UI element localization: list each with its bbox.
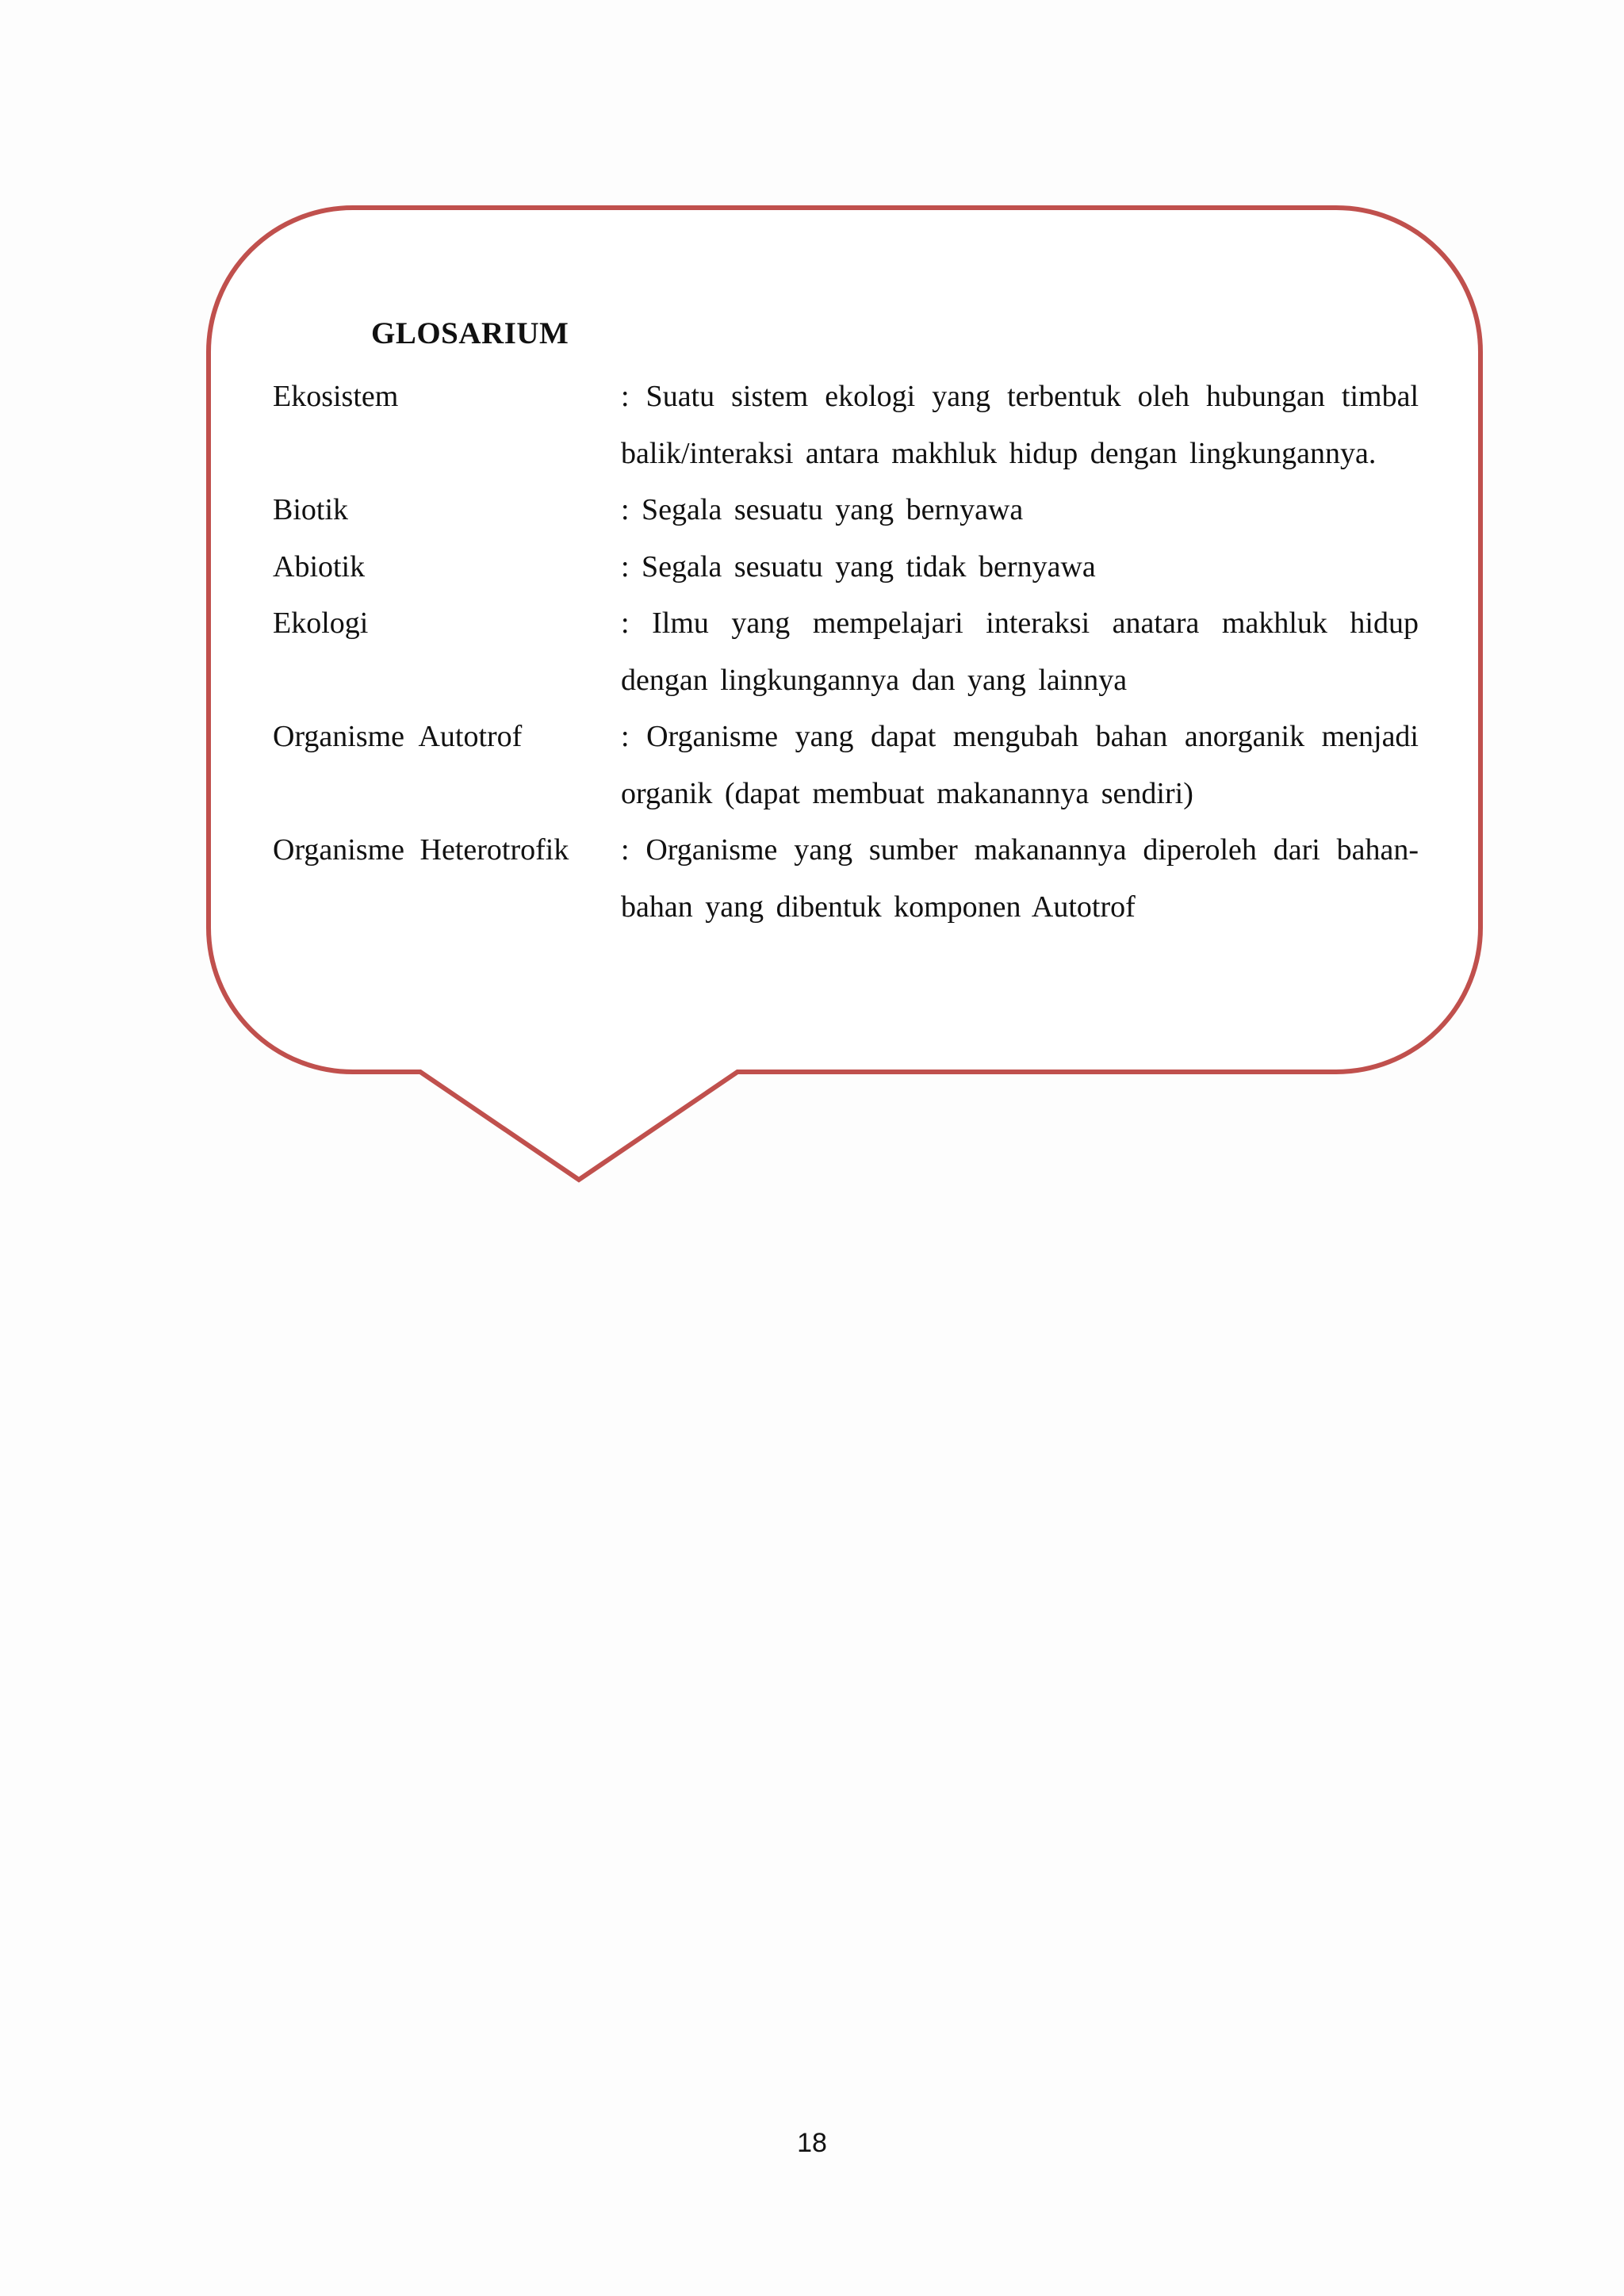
glossary-list [273, 369, 1419, 936]
glossary-definition: : Segala sesuatu yang tidak bernyawa [621, 549, 1096, 584]
glossary-entry [273, 709, 1419, 822]
glossary-definition: : Organisme yang dapat mengubah bahan anorganik menjadi organik (dapat membuat makanannya sendiri) [621, 720, 1419, 810]
glossary-definition: : Suatu sistem ekologi yang terbentuk oleh hubungan timbal balik/interaksi antara makhluk hidup dengan lingkungannya. [621, 380, 1419, 470]
glossary-term: Organisme Heterotrofik [273, 833, 569, 867]
glossary-entry [273, 595, 1419, 709]
glossary-definition: : Ilmu yang mempelajari interaksi anatara makhluk hidup dengan lingkungannya dan yang lainnya [621, 607, 1419, 697]
glossary-term: Biotik [273, 493, 349, 526]
glossary-term: Organisme Autotrof [273, 720, 523, 753]
glossary-title: GLOSARIUM [371, 316, 569, 350]
glossary-term: Abiotik [273, 549, 366, 584]
glossary-entry [273, 539, 1419, 596]
glossary-entry [273, 369, 1419, 482]
glossary-term: Ekosistem [273, 380, 399, 413]
glossary-term: Ekologi [273, 607, 369, 640]
page-number: 18 [797, 2128, 827, 2158]
glossary-definition: : Organisme yang sumber makanannya diperoleh dari bahan-bahan yang dibentuk komponen Autotrof [621, 833, 1419, 924]
glossary-definition: : Segala sesuatu yang bernyawa [621, 493, 1024, 526]
glossary-entry [273, 822, 1419, 936]
glossary-entry [273, 482, 1419, 539]
